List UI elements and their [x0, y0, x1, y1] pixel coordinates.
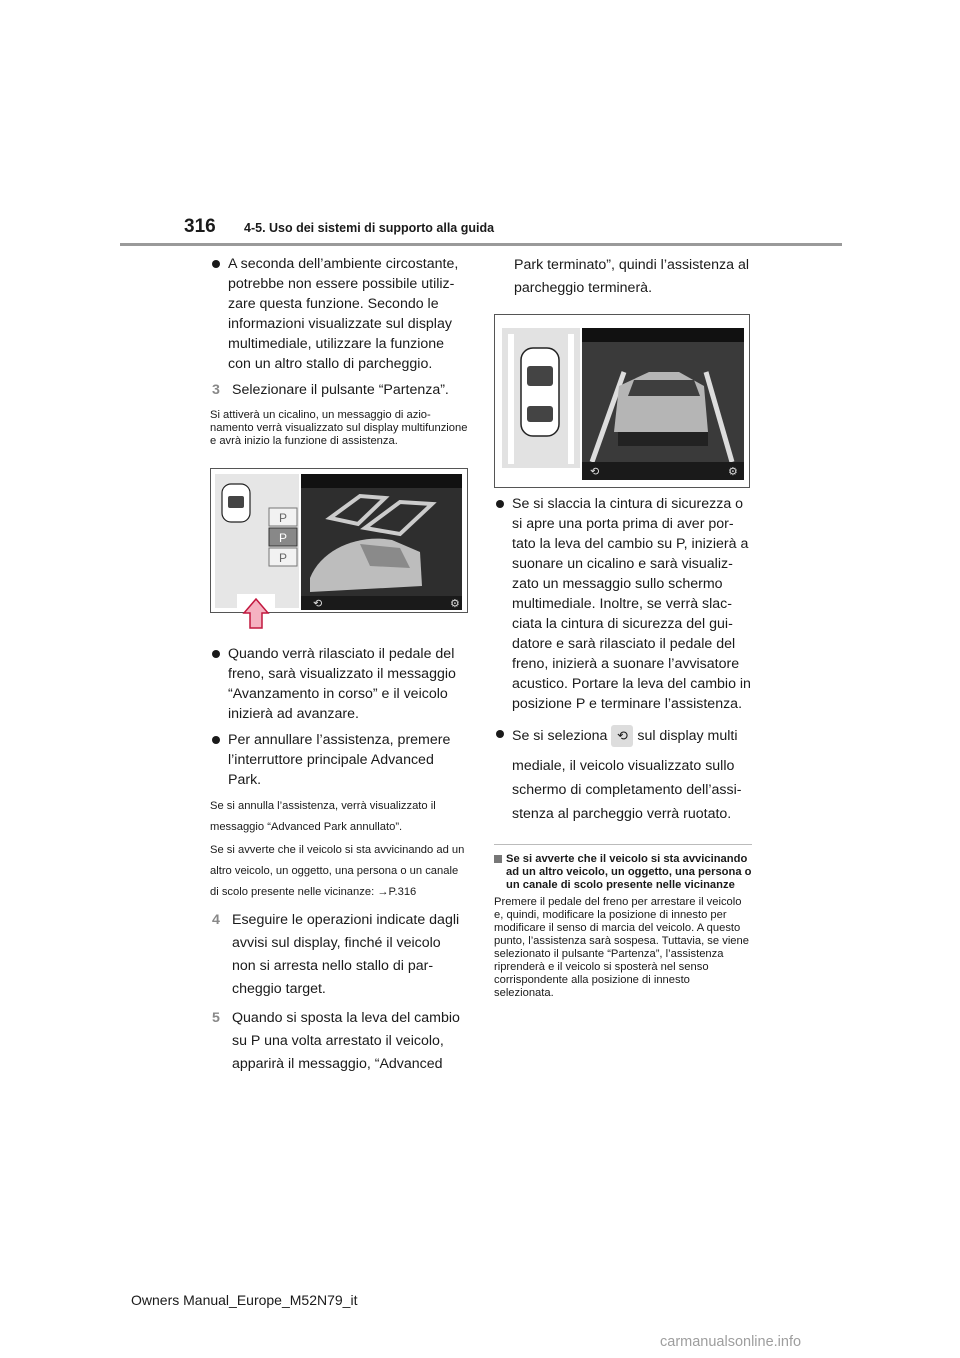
rotate-text-1: Se si seleziona — [512, 728, 608, 744]
note-title: Se si avverte che il veicolo si sta avvicinando ad un altro veicolo, un oggetto, una persona o un canale di scolo presente nelle vicinanze — [494, 853, 752, 892]
step-3 — [210, 378, 468, 402]
slot-label: P — [278, 531, 288, 545]
section-title: 4-5. Uso dei sistemi di supporto alla guida — [244, 221, 495, 235]
slot-label: P — [278, 551, 288, 565]
rotate-text-2: sul display multi — [637, 728, 738, 744]
left-column — [210, 254, 468, 1076]
cancel-note: Se si annulla l’assistenza, verrà visualizzato il messaggio “Advanced Park annullato”. — [210, 800, 436, 833]
rotate-car-icon: ⟲ — [611, 725, 633, 747]
figure-complete-screen — [494, 314, 750, 488]
right-column — [494, 254, 752, 1000]
step-text: Eseguire le operazioni indicate dagli avvisi sul display, finché il veicolo non si arresta nello stallo di parcheggio target. — [232, 912, 460, 997]
step-number: 3 — [212, 382, 220, 398]
note-divider — [494, 844, 752, 845]
step-5-continued: Park terminato”, quindi l’assistenza al parcheggio terminerà. — [514, 257, 749, 296]
slot-label: P — [278, 511, 288, 525]
header-rule — [120, 243, 842, 246]
step-number: 4 — [212, 912, 220, 928]
gear-icon: ⚙ — [450, 598, 460, 610]
approach-note: Se si avverte che il veicolo si sta avvicinando ad un altro veicolo, un oggetto, una persona o un canale di scolo presente nelle vicinanze: →P.316 — [210, 844, 465, 898]
step-text: Selezionare il pulsante “Partenza”. — [232, 382, 449, 398]
watermark: carmanualsonline.info — [660, 1334, 802, 1350]
footer: Owners Manual_Europe_M52N79_it — [131, 1292, 358, 1308]
car-rotate-icon: ⟲ — [590, 466, 600, 478]
figure-start-screen — [210, 468, 468, 640]
step-3-note: Si attiverà un cicalino, un messaggio di azionamento verrà visualizzato sul display multifunzione e avrà inizio la funzione di assistenza. — [210, 409, 468, 447]
bullet-brake-release: Quando verrà rilasciato il pedale del freno, sarà visualizzato il messaggio “Avanzamento in corso” e il veicolo inizierà ad avanzare. — [210, 644, 468, 724]
page-number: 316 — [184, 216, 216, 237]
bullet-cancel: Per annullare l’assistenza, premere l’interruttore principale Advanced Park. — [210, 730, 468, 790]
bullet-surroundings: A seconda dell’ambiente circostante, potrebbe non essere possibile utilizzare questa funzione. Secondo le informazioni visualizzate sul display multimediale, utilizzare la funzione con un altro stallo di parcheggio. — [210, 254, 468, 374]
bullet-rotate — [494, 724, 752, 748]
step-5 — [210, 1007, 468, 1076]
car-rotate-icon: ⟲ — [313, 598, 323, 610]
step-text: Quando si sposta la leva del cambio su P una volta arrestato il veicolo, apparirà il messaggio, “Advanced — [232, 1010, 460, 1072]
rotate-text-3: mediale, il veicolo visualizzato sullo schermo di completamento dell’assistenza al parcheggio verrà ruotato. — [512, 758, 742, 822]
bullet-seatbelt: Se si slaccia la cintura di sicurezza o si apre una porta prima di aver portato la leva del cambio su P, inizierà a suonare un cicalino e sarà visualizzato un messaggio sullo schermo multimediale. Inoltre, se verrà slacciata la cintura di sicurezza del guidatore e sarà rilasciato il pedale del freno, inizierà a suonare l’avvisatore acustico. Portare la leva del cambio in posizione P e terminare l’assistenza. — [494, 494, 752, 714]
step-4 — [210, 909, 468, 1001]
note-body: Premere il pedale del freno per arrestare il veicolo e, quindi, modificare la posizione di innesto per modificare il senso di marcia del veicolo. A questo punto, l’assistenza sarà sospesa. Tuttavia, se viene selezionato il pulsante “Partenza”, l’assistenza riprenderà e il veicolo si sposterà nel senso corrispondente alla posizione di innesto selezionata. — [494, 896, 749, 999]
step-number: 5 — [212, 1010, 220, 1026]
gear-icon: ⚙ — [728, 466, 738, 478]
